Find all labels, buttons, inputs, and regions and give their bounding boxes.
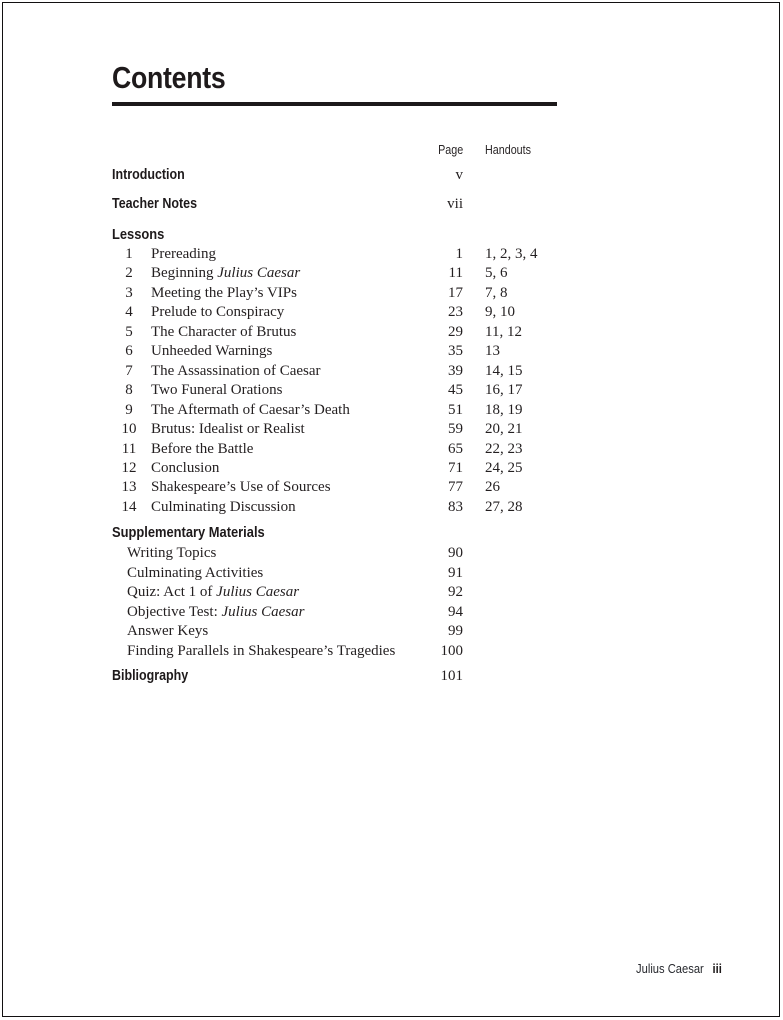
lesson-title: Prelude to Conspiracy (151, 304, 285, 321)
lesson-title: Prereading (151, 246, 216, 262)
lesson-handouts: 24, 25 (485, 459, 523, 476)
lesson-row (112, 303, 672, 322)
lesson-row (112, 381, 672, 400)
lesson-handouts: 13 (485, 343, 500, 360)
supplementary-title: Writing Topics (127, 545, 217, 561)
lesson-title: Beginning Julius Caesar (151, 265, 301, 282)
handouts-column-header: Handouts (485, 143, 532, 157)
entry-label: Bibliography (112, 668, 189, 684)
lesson-number: 4 (125, 304, 133, 321)
lesson-title: The Assassination of Caesar (151, 362, 321, 379)
lesson-handouts: 16, 17 (485, 382, 523, 399)
lesson-handouts: 26 (485, 479, 500, 496)
lesson-row (112, 264, 672, 283)
supplementary-page-number: 94 (448, 603, 463, 620)
lesson-page-number: 45 (448, 382, 463, 399)
lesson-handouts: 20, 21 (485, 421, 523, 438)
running-footer (0, 961, 722, 976)
lesson-title: The Character of Brutus (151, 323, 297, 340)
lesson-row (112, 323, 672, 342)
lesson-row (112, 459, 672, 478)
lesson-handouts: 22, 23 (485, 440, 523, 457)
lesson-number: 9 (125, 401, 133, 418)
lesson-title: Meeting the Play’s VIPs (151, 284, 297, 301)
supplementary-row (112, 603, 672, 623)
supplementary-page-number: 100 (440, 642, 463, 659)
supplementary-page-number: 90 (448, 545, 463, 561)
lesson-page-number: 65 (448, 440, 463, 457)
lesson-row (112, 440, 672, 459)
toc-entry-teacher-notes (112, 195, 672, 214)
lesson-page-number: 29 (448, 323, 463, 340)
lesson-handouts: 27, 28 (485, 498, 523, 515)
lesson-row (112, 342, 672, 361)
lesson-page-number: 77 (448, 479, 463, 496)
supplementary-title: Objective Test: Julius Caesar (127, 603, 305, 620)
lesson-title: Before the Battle (151, 440, 254, 457)
lesson-handouts: 14, 15 (485, 362, 523, 379)
lesson-title: Unheeded Warnings (151, 343, 273, 360)
supplementary-title: Quiz: Act 1 of Julius Caesar (127, 584, 300, 601)
lesson-number: 8 (125, 382, 133, 399)
page-title (112, 60, 244, 96)
lesson-row (112, 420, 672, 439)
supplementary-row (112, 544, 672, 564)
lesson-title: Conclusion (151, 459, 220, 476)
toc-entry-bibliography (112, 667, 672, 686)
supplementary-title: Culminating Activities (127, 564, 264, 581)
supplementary-row (112, 642, 672, 662)
lesson-title: Shakespeare’s Use of Sources (151, 479, 331, 496)
footer-page-number: iii (712, 961, 722, 976)
supplementary-section-heading: Supplementary Materials (112, 524, 265, 541)
lesson-number: 2 (125, 265, 133, 282)
supplementary-list (112, 544, 672, 662)
supplementary-title: Finding Parallels in Shakespeare’s Tragedies (127, 642, 396, 659)
entry-label: Teacher Notes (112, 196, 198, 212)
title-rule (112, 102, 557, 106)
lesson-page-number: 39 (448, 362, 463, 379)
lesson-page-number: 23 (448, 304, 463, 321)
entry-page-number: vii (447, 196, 463, 212)
lesson-number: 14 (121, 498, 137, 515)
lesson-number: 12 (121, 459, 137, 476)
lesson-page-number: 1 (455, 246, 463, 262)
supplementary-row (112, 622, 672, 642)
lesson-number: 11 (121, 440, 137, 457)
lesson-number: 5 (125, 323, 133, 340)
lesson-page-number: 11 (448, 265, 463, 282)
supplementary-page-number: 99 (448, 623, 463, 640)
lesson-handouts: 11, 12 (485, 323, 522, 340)
lessons-section-heading: Lessons (112, 226, 165, 243)
lesson-number: 10 (121, 421, 137, 438)
lesson-page-number: 51 (448, 401, 463, 418)
lesson-row (112, 498, 672, 517)
entry-page-number: v (455, 167, 463, 183)
lesson-row (112, 284, 672, 303)
lesson-page-number: 59 (448, 421, 463, 438)
entry-label: Introduction (112, 167, 185, 183)
entry-page-number: 101 (440, 668, 463, 684)
lesson-handouts: 7, 8 (485, 284, 508, 301)
lesson-page-number: 35 (448, 343, 463, 360)
supplementary-page-number: 92 (448, 584, 463, 601)
lesson-number: 7 (125, 362, 133, 379)
lesson-row (112, 401, 672, 420)
lesson-row (112, 362, 672, 381)
lesson-page-number: 71 (448, 459, 463, 476)
lesson-title: Brutus: Idealist or Realist (151, 421, 305, 438)
lesson-page-number: 83 (448, 498, 463, 515)
supplementary-page-number: 91 (448, 564, 463, 581)
lesson-row (112, 245, 672, 264)
lesson-handouts: 18, 19 (485, 401, 523, 418)
page-title-text: Contents (112, 60, 226, 95)
footer-book-title: Julius Caesar (635, 961, 704, 976)
lesson-handouts: 9, 10 (485, 304, 515, 321)
lesson-row (112, 478, 672, 497)
supplementary-row (112, 564, 672, 584)
lesson-title: Two Funeral Orations (151, 382, 283, 399)
lesson-number: 13 (121, 479, 137, 496)
lesson-title: Culminating Discussion (151, 498, 296, 515)
lesson-number: 1 (125, 246, 133, 262)
supplementary-title: Answer Keys (127, 623, 209, 640)
lesson-number: 6 (125, 343, 133, 360)
lesson-page-number: 17 (448, 284, 463, 301)
page-column-header: Page (437, 143, 463, 157)
lessons-list (112, 245, 672, 517)
lesson-handouts: 5, 6 (485, 265, 508, 282)
supplementary-row (112, 583, 672, 603)
lesson-title: The Aftermath of Caesar’s Death (151, 401, 350, 418)
column-headers (112, 143, 672, 157)
lesson-number: 3 (125, 284, 133, 301)
toc-entry-introduction (112, 166, 672, 185)
lesson-handouts: 1, 2, 3, 4 (485, 246, 538, 262)
